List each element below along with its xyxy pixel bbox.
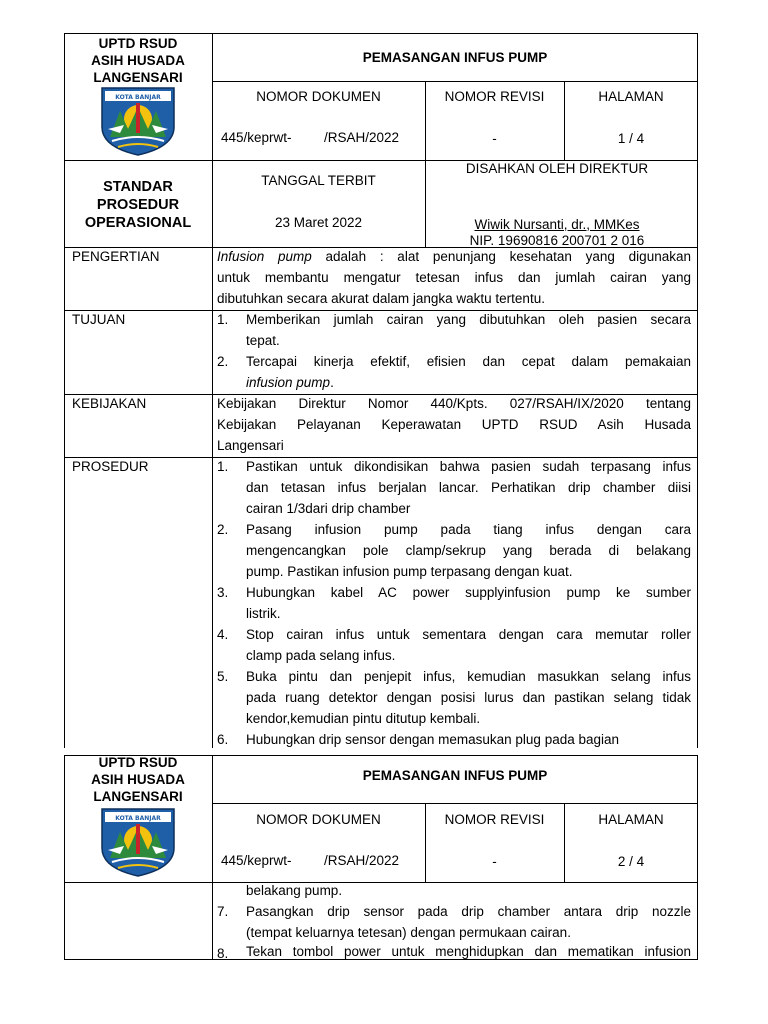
procedure-item-line: Stop cairan infus untuk sementara dengan cara memutar roller <box>246 627 691 642</box>
procedure-item-line: pump. Pastikan infusion pump terpasang dengan kuat. <box>246 564 573 579</box>
procedure-item-number: 5. <box>217 669 229 684</box>
procedure-item-line: kendor,kemudian pintu ditutup kembali. <box>246 711 481 726</box>
revision-value-page-2: - <box>492 853 497 869</box>
procedure-item-line: pada ruang detektor dengan posisi lurus dan pastikan selang tidak <box>246 690 691 705</box>
sop-title <box>64 178 212 232</box>
procedure-item-number: 4. <box>217 627 229 642</box>
revision-header-page-2: NOMOR REVISI <box>444 811 545 827</box>
procedure-item-number: 6. <box>217 732 229 747</box>
procedure-item-line: Hubungkan kabel AC power supplyinfusion pump ke sumber <box>246 585 691 600</box>
approved-by-label: DISAHKAN OLEH DIREKTUR <box>465 160 649 176</box>
procedure-item-number: 1. <box>217 459 229 474</box>
procedure-item-line: (tempat keluarnya tetesan) dengan permukaan cairan. <box>246 925 571 940</box>
revision-value: - <box>492 130 497 146</box>
logo-label: KOTA BANJAR <box>115 815 161 822</box>
hospital-name-page-2 <box>64 754 212 805</box>
definition-term: Infusion pump <box>217 249 312 264</box>
doc-number-prefix: 445/keprwt- <box>221 130 292 145</box>
purpose-item-line: Memberikan jumlah cairan yang dibutuhkan oleh pasien secara <box>246 312 691 327</box>
document-title-page-2: PEMASANGAN INFUS PUMP <box>362 767 548 783</box>
doc-number-header: NOMOR DOKUMEN <box>256 88 381 104</box>
procedure-item-line: Pastikan untuk dikondisikan bahwa pasien sudah terpasang infus <box>246 459 691 474</box>
issue-date-label: TANGGAL TERBIT <box>261 172 376 188</box>
hospital-name-line-3: LANGENSARI <box>93 70 183 85</box>
procedure-item-line: Buka pintu dan penjepit infus, kemudian masukkan selang infus <box>246 669 691 684</box>
definition-text <box>217 246 691 309</box>
page-header: HALAMAN <box>598 88 664 104</box>
procedure-item-line: listrik. <box>246 606 281 621</box>
policy-line-1: Kebijakan Direktur Nomor 440/Kpts. 027/RSAH/IX/2020 tentang <box>217 396 691 411</box>
revision-header: NOMOR REVISI <box>444 88 545 104</box>
sop-title-line-3: OPERASIONAL <box>84 215 192 231</box>
procedure-item-line: Pasang infusion pump pada tiang infus dengan cara <box>246 522 691 537</box>
sop-title-line-1: STANDAR <box>103 179 173 195</box>
hospital-name-line-3: LANGENSARI <box>93 789 183 804</box>
purpose-item-line: tepat. <box>246 333 280 348</box>
hospital-name-line-2: ASIH HUSADA <box>91 772 185 787</box>
procedure-item-line: Tekan tombol power untuk menghidupkan dan mematikan infusion <box>246 944 691 959</box>
sop-title-line-2: PROSEDUR <box>96 197 180 213</box>
procedure-item-line: mengencangkan pole clamp/sekrup yang berada di belakang <box>246 543 691 558</box>
policy-text <box>217 393 691 456</box>
purpose-item-number: 1. <box>217 312 229 327</box>
purpose-item-number: 2. <box>217 354 229 369</box>
procedure-item-line: Hubungkan drip sensor dengan memasukan plug pada bagian <box>246 732 620 747</box>
doc-number-suffix: /RSAH/2022 <box>324 853 400 868</box>
procedure-item-line: Pasangkan drip sensor pada drip chamber antara drip nozzle <box>246 904 691 919</box>
definition-line-3: dibutuhkan secara akurat dalam jangka waktu tertentu. <box>217 291 545 306</box>
doc-number-value-page-2 <box>221 853 421 868</box>
doc-number-suffix: /RSAH/2022 <box>324 130 400 145</box>
page-header-page-2: HALAMAN <box>598 811 664 827</box>
procedure-item-line: dan tetasan infus berjalan lancar. Perhatikan drip chamber diisi <box>246 480 691 495</box>
procedure-item-line: clamp pada selang infus. <box>246 648 396 663</box>
procedure-item-number: 8. <box>217 946 229 961</box>
definition-line-2: untuk membantu mengatur tetesan infus dan jumlah cairan yang <box>217 270 691 285</box>
director-nip: NIP. 19690816 200701 2 016 <box>469 232 645 248</box>
logo-label: KOTA BANJAR <box>115 94 161 101</box>
policy-label: KEBIJAKAN <box>72 396 147 411</box>
purpose-item-italic: infusion pump <box>246 375 331 390</box>
hospital-name-line-1: UPTD RSUD <box>98 36 178 51</box>
director-name: Wiwik Nursanti, dr., MMKes <box>474 216 640 232</box>
continued-line: belakang pump. <box>246 883 343 898</box>
document-title: PEMASANGAN INFUS PUMP <box>362 49 548 65</box>
policy-line-3: Langensari <box>217 438 284 453</box>
page-value-page-2: 2 / 4 <box>617 853 645 869</box>
purpose-item-line: Tercapai kinerja efektif, efisien dan cepat dalam pemakaian <box>246 354 691 369</box>
definition-label: PENGERTIAN <box>72 249 160 264</box>
policy-line-2: Kebijakan Pelayanan Keperawatan UPTD RSUD Asih Husada <box>217 417 691 432</box>
procedure-item-number: 7. <box>217 904 229 919</box>
issue-date: 23 Maret 2022 <box>274 214 363 230</box>
doc-number-prefix: 445/keprwt- <box>221 853 292 868</box>
doc-number-value <box>221 130 421 145</box>
hospital-name-line-2: ASIH HUSADA <box>91 53 185 68</box>
procedure-item-number: 3. <box>217 585 229 600</box>
hospital-logo <box>98 85 178 157</box>
hospital-name-line-1: UPTD RSUD <box>98 755 178 770</box>
purpose-label: TUJUAN <box>72 312 126 327</box>
page-value: 1 / 4 <box>617 130 645 146</box>
procedure-item-line: cairan 1/3dari drip chamber <box>246 501 411 516</box>
hospital-logo-page-2 <box>98 806 178 878</box>
purpose-item-tail: . <box>330 375 334 390</box>
doc-number-header-page-2: NOMOR DOKUMEN <box>256 811 381 827</box>
procedure-item-number: 2. <box>217 522 229 537</box>
definition-line-1: adalah : alat penunjang kesehatan yang digunakan <box>311 249 691 264</box>
procedure-label: PROSEDUR <box>72 459 149 474</box>
hospital-name <box>64 35 212 86</box>
